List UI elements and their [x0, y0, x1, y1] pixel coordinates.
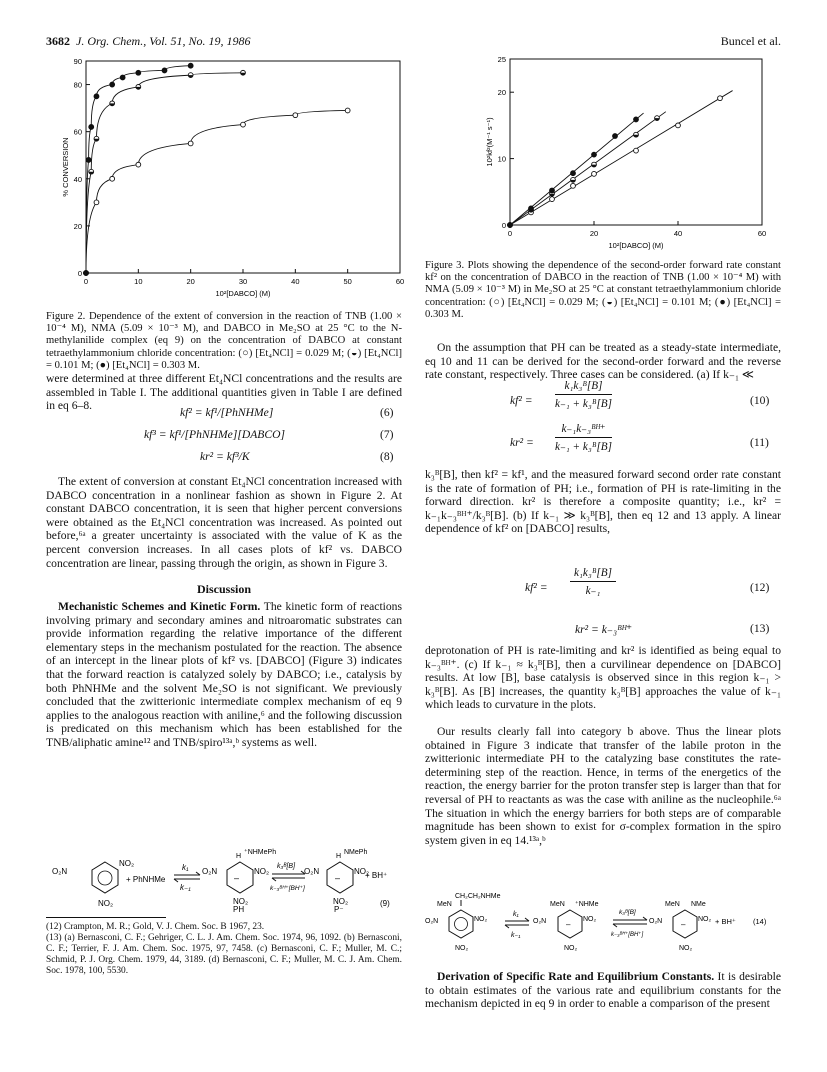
- x-tick-label: 0: [507, 229, 513, 238]
- data-point-filled: [508, 223, 513, 228]
- paragraph-text: The extent of conversion at constant Et₄NCl concentration increased with DABCO concentration in a nonlinear fashion as shown in Figure 2. At constant DABCO concentration, it is seen that higher percent conversions were obtained as the Et₄NCl concentration was increased. As pointed out before,⁶ᵃ a greater uncertainty is associated with the value of K as the percent conversion increases. In all cases plots of kf² vs. DABCO concentration are linear, passing through the origin, as shown in Figure 3.: [46, 475, 402, 570]
- data-point-open: [241, 122, 246, 127]
- y-tick-label: 0: [501, 221, 506, 230]
- x-tick-label: 10: [134, 277, 143, 286]
- x-axis-label: 10²[DABCO] (M): [215, 289, 271, 298]
- k-3bh-label: k₋₃ᴮᴴ⁺[BH⁺]: [270, 885, 305, 892]
- data-point-open: [345, 108, 350, 113]
- data-point-filled: [571, 171, 576, 176]
- data-point-filled: [592, 152, 597, 157]
- data-point-filled: [94, 94, 99, 99]
- right-paragraph-4: [425, 725, 781, 847]
- subheading: Mechanistic Schemes and Kinetic Form.: [58, 600, 261, 613]
- reference-12: (12) Crampton, M. R.; Gold, V. J. Chem. Soc. B 1967, 23.: [46, 922, 265, 932]
- x-tick-label: 20: [589, 229, 599, 238]
- svg-text:NMe: NMe: [691, 901, 706, 908]
- journal-citation: J. Org. Chem., Vol. 51, No. 19, 1986: [76, 34, 251, 48]
- data-point-half: [655, 116, 660, 121]
- x-tick-label: 20: [186, 277, 195, 286]
- data-point-half: [136, 85, 141, 90]
- equation-12-number: (12): [750, 581, 770, 594]
- svg-text:H: H: [336, 853, 342, 860]
- right-paragraph-2: [425, 468, 781, 536]
- svg-text:MeN: MeN: [550, 901, 565, 908]
- y-tick-label: 20: [73, 221, 82, 231]
- paragraph-text: The kinetic form of reactions involving primary and secondary amines and nitroaromatic substrates can provide information regarding the relative importance of the different elementary steps in the mechanism postulated for the reaction. The absence of an intercept in the linear plots of kf² vs. [DABCO] (Figure 3) indicates that the forward reaction is catalyzed solely by DABCO; i.e., catalysis by both PhNHMe and the solvent Me₂SO is not significant. We previously concluded that the zwitterionic intermediate complex mechanism of eq 9 applies to the analogous reaction with aniline,⁶ and the following discussion is predicated on this mechanism which has been established for the TNB/aliphatic amine¹² and TNB/spiro¹³ᵃ,ᵇ systems as well.: [46, 600, 402, 749]
- data-point-half: [110, 101, 115, 106]
- svg-text:H: H: [236, 853, 242, 860]
- data-point-filled: [120, 75, 125, 80]
- paragraph-text: On the assumption that PH can be treated as a steady-state intermediate, eq 10 and 11 can be derived for the second-order forward and the reverse rate constant, respectively. Three cases can be considered. (a) If k₋₁ ≪: [425, 341, 781, 382]
- reaction-scheme-14: [425, 890, 781, 960]
- ph-zwitterion-ring: [202, 848, 276, 906]
- data-point-half: [94, 136, 99, 141]
- running-header-authors: Buncel et al.: [720, 34, 781, 48]
- spiro-product: [649, 901, 712, 952]
- x-tick-label: 60: [395, 277, 405, 286]
- svg-text:–: –: [234, 873, 240, 883]
- svg-text:NO₂: NO₂: [583, 916, 597, 923]
- y-tick-label: 60: [73, 127, 82, 137]
- svg-text:NMePh: NMePh: [344, 849, 368, 856]
- equation-12-numerator: k₁k₃ᴮ[B]: [570, 567, 616, 582]
- y-axis-label: % CONVERSION: [61, 137, 70, 197]
- svg-text:–: –: [566, 920, 571, 929]
- equation-7: kf³ = kf¹/[PhNHMe][DABCO]: [144, 428, 286, 441]
- figure-2-caption: Figure 2. Dependence of the extent of conversion in the reaction of TNB (1.00 × 10⁻⁴ M), NMA (5.09 × 10⁻³ M), and DABCO in Me₂SO at 25 °C to the N-methylanilide complex (eq 9) on the concentration of DABCO at constant tetraethylammonium chloride concentration: (○) [Et₄NCl] = 0.029 M; (◒) [Et₄NCl] = 0.101 M; (●) [Et₄NCl] = 0.303 M.: [46, 311, 402, 371]
- data-point-half: [592, 162, 597, 167]
- series-line: [510, 91, 733, 225]
- k-1-label: k₋₁: [180, 883, 191, 892]
- equation-12-fraction: [570, 567, 616, 597]
- data-point-filled: [634, 117, 639, 122]
- svg-text:NO₂: NO₂: [233, 897, 249, 906]
- svg-text:–: –: [681, 920, 686, 929]
- scheme-9-number: (9): [380, 899, 390, 908]
- svg-text:NO₂: NO₂: [698, 916, 712, 923]
- data-point-filled: [162, 68, 167, 73]
- data-point-open: [676, 123, 681, 128]
- equation-10-numerator: k₁k₃ᴮ[B]: [555, 380, 612, 395]
- x-tick-label: 40: [673, 229, 683, 238]
- k-1-label-14: k₋₁: [511, 932, 521, 939]
- equation-8: kr² = kf³/K: [200, 450, 250, 463]
- equation-13: kr² = k₋₃ᴮᴴ⁺: [575, 623, 633, 636]
- right-paragraph-5: [425, 970, 781, 1011]
- data-point-open: [592, 171, 597, 176]
- svg-text:O₂N: O₂N: [649, 918, 663, 925]
- data-point-half: [241, 70, 246, 75]
- y-tick-label: 90: [73, 57, 82, 66]
- equation-10-fraction: [555, 380, 612, 410]
- paragraph-text: Our results clearly fall into category b above. Thus the linear plots obtained in Figure 3 indicate that transfer of the labile proton in the zwitterionic intermediate PH to the catalyzing base constitutes the rate-determining step of the reaction. Hence, in terms of the energetics of the reaction, the energy barrier for the proton transfer step is larger than that for reversal of PH to reactants as was the case with aniline as the nucleophile.⁶ᵃ The situation in which the energy barriers for both steps are of comparable magnitude has been shown to exist for σ-complex formation in the spiro system given in eq 14.¹³ᵃ,ᵇ: [425, 725, 781, 847]
- right-paragraph-1: [425, 341, 781, 382]
- scheme-14-number: (14): [753, 917, 767, 926]
- svg-text:NO₂: NO₂: [455, 945, 469, 952]
- spiro-reactant: [425, 893, 501, 952]
- svg-text:NO₂: NO₂: [98, 899, 114, 908]
- p-anion-ring: [304, 849, 369, 906]
- data-point-open: [634, 148, 639, 153]
- svg-text:O₂N: O₂N: [533, 918, 547, 925]
- spiro-zwitterion: [533, 900, 599, 952]
- y-tick-label: 25: [497, 55, 506, 64]
- running-header-left: [46, 34, 251, 49]
- data-point-open: [94, 200, 99, 205]
- equation-10-denominator: k₋₁ + k₃ᴮ[B]: [555, 398, 612, 410]
- equation-10-number: (10): [750, 394, 770, 407]
- data-point-open: [136, 162, 141, 167]
- k3b-label-14: k₃ᴮ[B]: [619, 909, 636, 916]
- men-label-1: MeN: [437, 901, 452, 908]
- right-paragraph-3: [425, 644, 781, 712]
- intro-text: were determined at three different Et₄NCl concentrations and the results are assembled in Table I. The additional quantities given in Table I are defined in eq 6–8.: [46, 372, 402, 413]
- data-point-filled: [136, 70, 141, 75]
- equation-8-number: (8): [380, 450, 394, 463]
- y-tick-label: 10: [497, 154, 506, 164]
- equation-11-numerator: k₋₁k₋₃ᴮᴴ⁺: [555, 422, 612, 438]
- svg-text:NO₂: NO₂: [564, 945, 578, 952]
- data-point-filled: [188, 63, 193, 68]
- reagent-label: + PhNHMe: [126, 875, 166, 884]
- y-tick-label: 20: [497, 88, 506, 98]
- plot-frame: [510, 59, 762, 225]
- bh-plus-14: + BH⁺: [715, 917, 736, 926]
- svg-text:O₂N: O₂N: [202, 867, 218, 876]
- data-point-filled: [613, 134, 618, 139]
- reference-13: (13) (a) Bernasconi, C. F.; Gehriger, C. L. J. Am. Chem. Soc. 1974, 96, 1092. (b) Bernasconi, C. F.; Terrier, F. J. Am. Chem. Soc. 1975, 97, 7458. (c) Bernasconi, C. F.; Muller, M. C.; Schmid, P. J. Org. Chem. 1979, 44, 3189. (d) Bernasconi, C. F.; Muller, M. C. J. Am. Chem. Soc. 1978, 100, 5530.: [46, 933, 402, 976]
- svg-text:⁺NHMePh: ⁺NHMePh: [244, 849, 277, 856]
- x-tick-label: 50: [343, 277, 352, 286]
- figure-3-caption: Figure 3. Plots showing the dependence of the second-order forward rate constant kf² on the concentration of DABCO in the reaction of TNB (1.00 × 10⁻⁴ M) with NMA (5.09 × 10⁻³ M) in Me₂SO at 25 °C at constant tetraethylammonium chloride concentration: (○) [Et₄NCl] = 0.029 M; (◒) [Et₄NCl] = 0.101 M; (●) [Et₄NCl] = 0.303 M.: [425, 260, 781, 320]
- k3b-label: k₃ᴮ[B]: [277, 863, 296, 870]
- k1-label-14: k₁: [513, 911, 519, 918]
- svg-text:NO₂: NO₂: [254, 867, 270, 876]
- ph-label: PH: [233, 905, 245, 912]
- y-axis-label: 10²kf²(M⁻¹ s⁻¹): [485, 117, 494, 167]
- data-point-filled: [89, 125, 94, 130]
- data-point-filled: [84, 271, 89, 276]
- paragraph-text: k₃ᴮ[B], then kf² = kf¹, and the measured forward second order rate constant is the rate of formation of PH; i.e., formation of PH is rate-limiting in the forward direction. kr² is therefore a composite quantity; i.e., kr² = k₋₁k₋₃ᴮᴴ⁺/k₃ᴮ[B]. (b) If k₋₁ ≫ k₃ᴮ[B], then eq 12 and 13 apply. A linear dependence of kf² on [DABCO] results,: [425, 468, 781, 536]
- svg-text:NO₂: NO₂: [119, 859, 135, 868]
- subheading: Derivation of Specific Rate and Equilibrium Constants.: [437, 970, 715, 983]
- svg-text:MeN: MeN: [665, 901, 680, 908]
- data-point-open: [571, 183, 576, 188]
- figure-3-chart: [470, 53, 770, 258]
- tnb-ring: [52, 859, 134, 908]
- series-curve: [86, 66, 191, 273]
- series-curve: [86, 110, 348, 273]
- k1-label: k₁: [182, 863, 189, 872]
- paragraph-text: It is desirable to obtain estimates of the various rate and equilibrium constants for the mechanism depicted in eq 9 in order to enable a comparison of the present: [425, 970, 781, 1011]
- data-point-filled: [110, 82, 115, 87]
- x-tick-label: 40: [291, 277, 300, 286]
- svg-text:NO₂: NO₂: [354, 867, 370, 876]
- bh-plus: + BH⁺: [365, 871, 388, 880]
- svg-text:NO₂: NO₂: [474, 916, 488, 923]
- equation-12-denominator: k₋₁: [585, 585, 601, 597]
- equation-6: kf² = kf¹/[PhNHMe]: [180, 406, 274, 419]
- svg-text:⁺NHMe: ⁺NHMe: [575, 901, 599, 908]
- y-tick-label: 40: [73, 174, 82, 184]
- data-point-filled: [550, 188, 555, 193]
- svg-text:NO₂: NO₂: [679, 945, 693, 952]
- left-paragraph-1: [46, 475, 402, 570]
- equation-13-number: (13): [750, 622, 770, 635]
- svg-text:O₂N: O₂N: [304, 867, 320, 876]
- data-point-open: [550, 197, 555, 202]
- data-point-open: [188, 141, 193, 146]
- equation-12-lhs: kf² =: [525, 581, 548, 594]
- data-point-open: [110, 176, 115, 181]
- data-point-half: [571, 177, 576, 182]
- x-tick-label: 30: [238, 277, 248, 286]
- reaction-scheme-9: [50, 848, 405, 912]
- equation-10-lhs: kf² =: [510, 394, 533, 407]
- x-tick-label: 60: [757, 229, 767, 238]
- equation-11-denominator: k₋₁ + k₃ᴮ[B]: [555, 441, 612, 453]
- svg-text:O₂N: O₂N: [425, 918, 439, 925]
- equation-11-fraction: [555, 422, 612, 453]
- data-point-filled: [529, 206, 534, 211]
- data-point-filled: [86, 158, 91, 163]
- equation-7-number: (7): [380, 428, 394, 441]
- p-label: P⁻: [334, 905, 344, 912]
- discussion-heading: [46, 583, 402, 597]
- figure-2-chart: [60, 55, 405, 305]
- data-point-open: [293, 113, 298, 118]
- x-axis-label: 10²[DABCO] (M): [608, 241, 664, 250]
- x-tick-label: 0: [83, 277, 89, 286]
- data-point-half: [188, 73, 193, 78]
- equation-6-number: (6): [380, 406, 394, 419]
- y-tick-label: 0: [77, 269, 82, 278]
- references: [46, 922, 402, 977]
- paragraph-text: deprotonation of PH is rate-limiting and kr² is identified as being equal to k₋₃ᴮᴴ⁺. (c) If k₋₁ ≈ k₃ᴮ[B], then a curvilinear dependence on [DABCO] results. At low [B], base catalysis is observed since in this region k₋₁ > k₃ᴮ[B]. As [B] increases, the quantity k₃ᴮ[B] approaches the value of k₋₁ which leads to curvature in the plots.: [425, 644, 781, 712]
- left-footnote-rule: [46, 917, 166, 918]
- equation-11-number: (11): [750, 436, 769, 449]
- y-tick-label: 80: [73, 80, 82, 90]
- svg-text:O₂N: O₂N: [52, 867, 68, 876]
- data-point-open: [718, 96, 723, 101]
- svg-text:NO₂: NO₂: [333, 897, 349, 906]
- plot-frame: [86, 61, 400, 273]
- side-chain-label: CH₂CH₂NHMe: [455, 893, 501, 900]
- k-3bh-label-14: k₋₃ᴮᴴ⁺[BH⁺]: [611, 932, 644, 938]
- data-point-half: [634, 132, 639, 137]
- left-paragraph-2: [46, 600, 402, 750]
- section-title: Discussion: [196, 582, 252, 596]
- svg-text:–: –: [335, 873, 341, 883]
- equation-11-lhs: kr² =: [510, 436, 534, 449]
- data-point-half: [89, 169, 94, 174]
- page-number: 3682: [46, 34, 70, 48]
